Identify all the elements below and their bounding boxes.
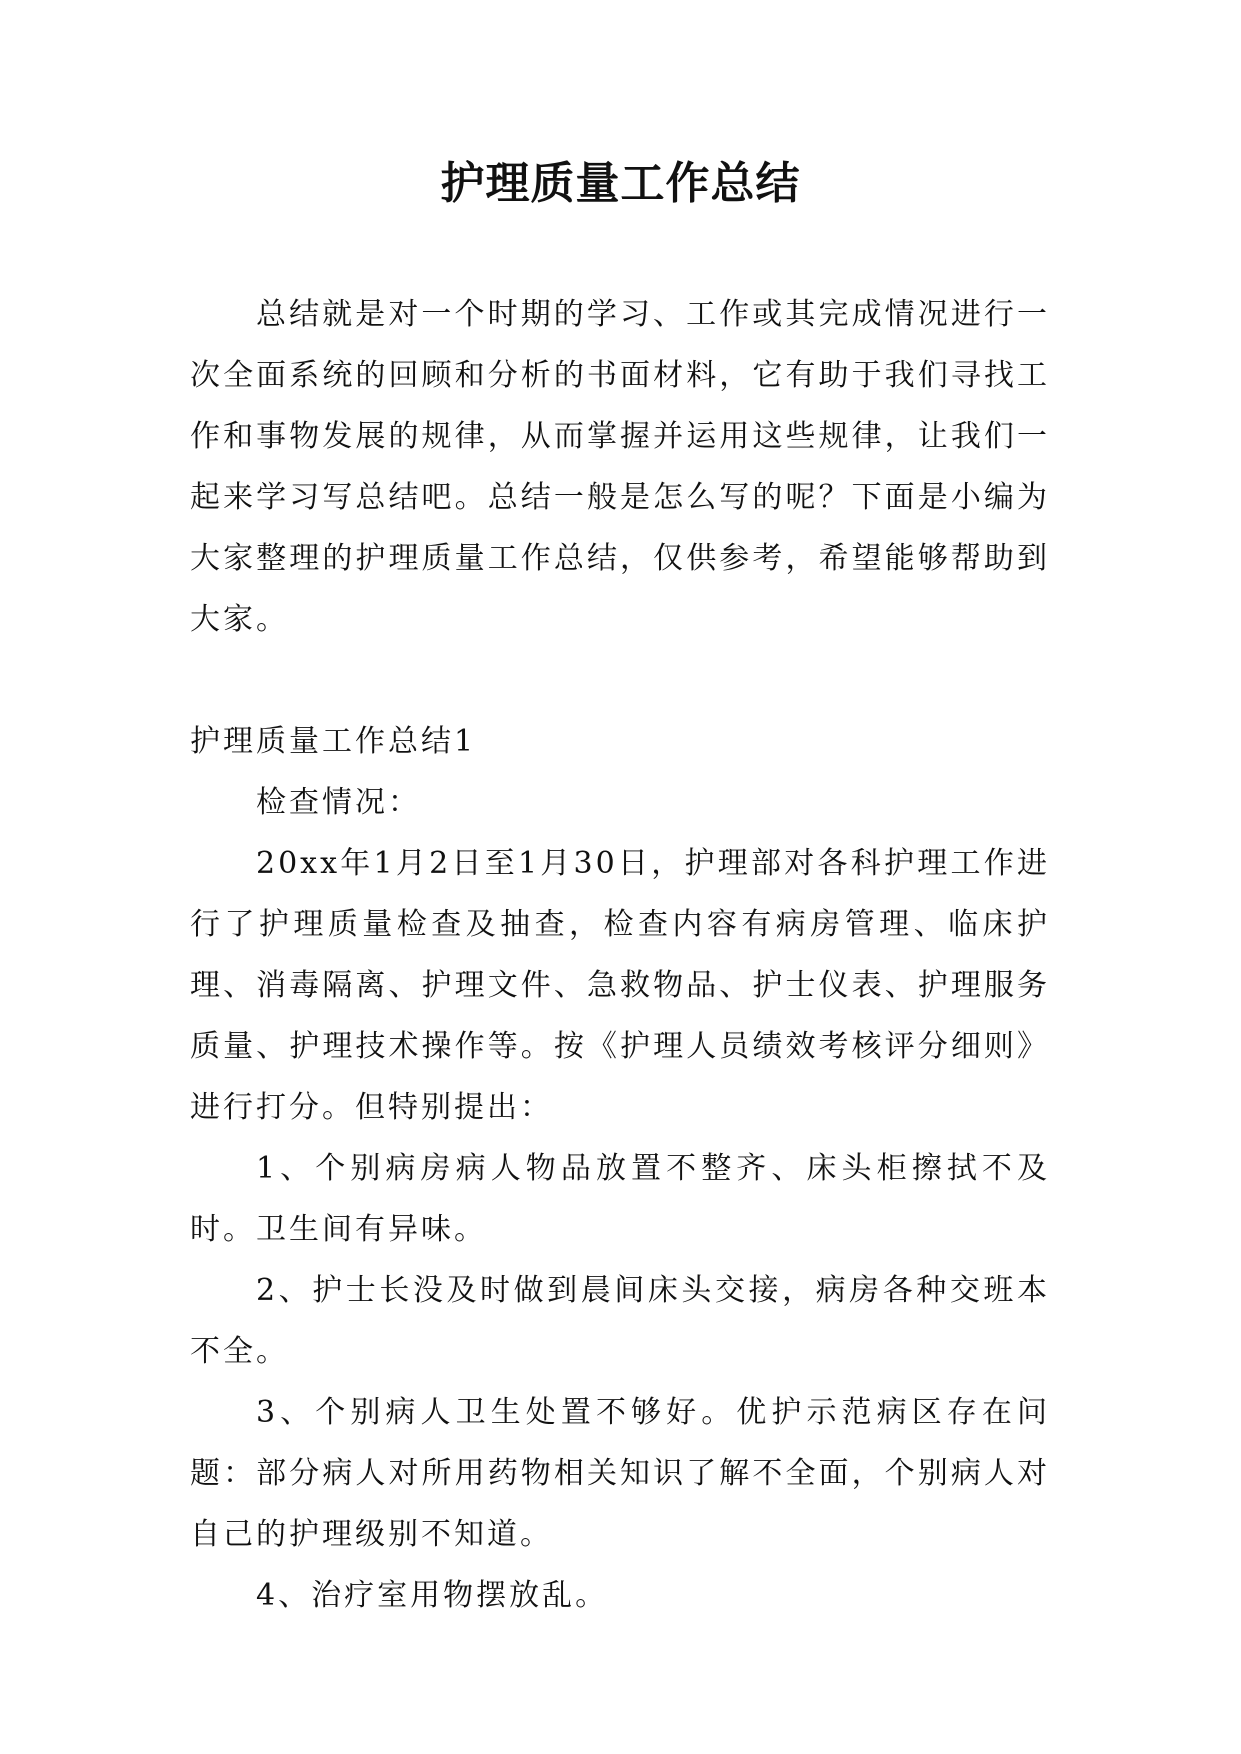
- list-item: 2、护士长没及时做到晨间床头交接，病房各种交班本不全。: [190, 1273, 1050, 1369]
- list-item: 3、个别病人卫生处置不够好。优护示范病区存在问题：部分病人对所用药物相关知识了解不全面，个别病人对自己的护理级别不知道。: [190, 1395, 1050, 1552]
- intro-paragraph: 总结就是对一个时期的学习、工作或其完成情况进行一次全面系统的回顾和分析的书面材料，它有助于我们寻找工作和事物发展的规律，从而掌握并运用这些规律，让我们一起来学习写总结吧。总结一般是怎么写的呢？下面是小编为大家整理的护理质量工作总结，仅供参考，希望能够帮助到大家。: [190, 297, 1050, 637]
- section-heading: 护理质量工作总结1: [190, 724, 477, 759]
- check-label: 检查情况：: [256, 785, 421, 820]
- document-body: [190, 284, 1050, 1626]
- check-paragraph: 20xx年1月2日至1月30日，护理部对各科护理工作进行了护理质量检查及抽查，检查内容有病房管理、临床护理、消毒隔离、护理文件、急救物品、护士仪表、护理服务质量、护理技术操作等。按《护理人员绩效考核评分细则》进行打分。但特别提出：: [190, 846, 1050, 1125]
- list-item: 4、治疗室用物摆放乱。: [256, 1578, 609, 1613]
- list-item: 1、个别病房病人物品放置不整齐、床头柜擦拭不及时。卫生间有异味。: [190, 1151, 1050, 1247]
- document-title: 护理质量工作总结: [440, 158, 801, 209]
